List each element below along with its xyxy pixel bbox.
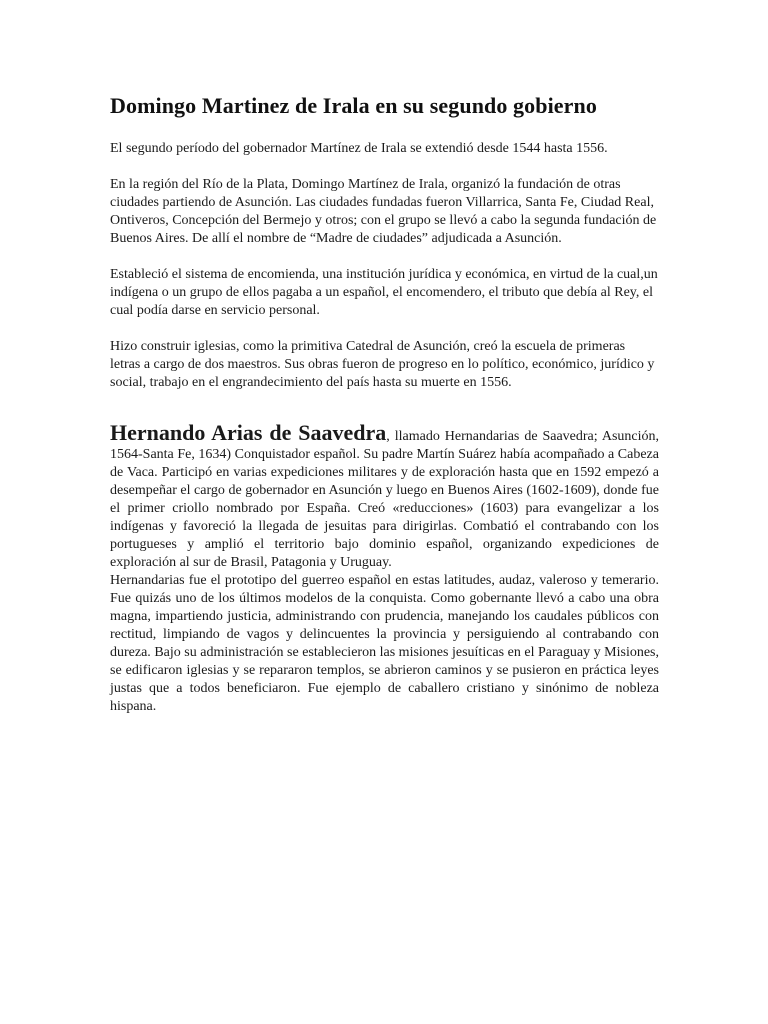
person-name: Hernando Arias de Saavedra bbox=[110, 420, 387, 445]
spacer bbox=[110, 320, 659, 338]
paragraph-hernandarias-legacy: Hernandarias fue el prototipo del guerreo español en estas latitudes, audaz, valeroso y temerario. Fue quizás uno de los últimos modelos de la conquista. Como gobernante llevó a cabo una obra magna, impartiendo justicia, administrando con prudencia, manejando los caudales públicos con rectitud, limpiando de vagos y delincuentes la provincia y persiguiendo al contrabando con dureza. Bajo su administración se establecieron las misiones jesuíticas en el Paraguay y Misiones, se edificaron iglesias y se repararon templos, se abrieron caminos y se pusieron en práctica leyes justas que a todos beneficiaron. Fue ejemplo de caballero cristiano y sinónimo de nobleza hispana. bbox=[110, 573, 659, 714]
section-hernandarias bbox=[110, 422, 659, 716]
paragraph-foundations: En la región del Río de la Plata, Domingo Martínez de Irala, organizó la fundación de otras ciudades partiendo de Asunción. Las ciudades fundadas fueron Villarrica, Santa Fe, Ciudad Real, Ontiveros, Concepción del Bermejo y otros; con el grupo se llevó a cabo la segunda fundación de Buenos Aires. De allí el nombre de “Madre de ciudades” adjudicada a Asunción. bbox=[110, 177, 657, 246]
document-title: Domingo Martinez de Irala en su segundo gobierno bbox=[110, 93, 597, 118]
paragraph-churches-line-3: social, trabajo en el engrandecimiento del país hasta su muerte en 1556. bbox=[110, 375, 512, 390]
spacer bbox=[110, 158, 659, 176]
spacer bbox=[110, 248, 659, 266]
paragraph-period: El segundo período del gobernador Martínez de Irala se extendió desde 1544 hasta 1556. bbox=[110, 141, 608, 156]
paragraph-churches-line-2: letras a cargo de dos maestros. Sus obras fueron de progreso en lo político, económico, jurídico y bbox=[110, 357, 655, 372]
paragraph-hernandarias-bio bbox=[110, 422, 659, 572]
bio-text: , llamado Hernandarias de Saavedra; Asunción, 1564-Santa Fe, 1634) Conquistador español. Su padre Martín Suárez había acompañado a Cabeza de Vaca. Participó en varias expediciones militares y de exploración hasta que en 1592 empezó a desempeñar el cargo de gobernador en Asunción y luego en Buenos Aires (1602-1609), donde fue el primer criollo nombrado por España. Creó «reducciones» (1603) para evangelizar a los indígenas y favoreció la llegada de jesuitas para dirigirlas. Combatió el contrabando con los portugueses y amplió el territorio bajo dominio español, organizando expediciones de exploración al sur de Brasil, Patagonia y Uruguay. bbox=[110, 429, 659, 570]
paragraph-encomienda: Estableció el sistema de encomienda, una institución jurídica y económica, en virtud de la cual,un indígena o un grupo de ellos pagaba a un español, el encomendero, el tributo que debía al Rey, el cual podía darse en servicio personal. bbox=[110, 267, 658, 318]
paragraph-churches-line-1: Hizo construir iglesias, como la primitiva Catedral de Asunción, creó la escuela de primeras bbox=[110, 339, 626, 354]
document-page bbox=[110, 92, 659, 716]
